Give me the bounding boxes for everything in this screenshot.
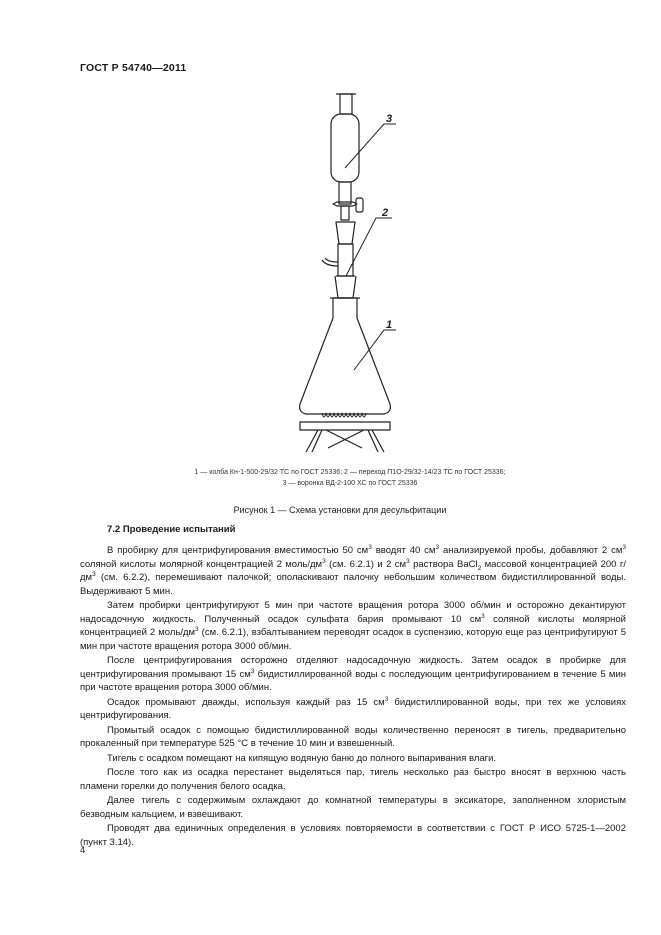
section-title: 7.2 Проведение испытаний	[107, 524, 236, 535]
paragraph-4: Осадок промывают дважды, используя каждый раз 15 $см^3$ бидистиллированной воды, при тех же условиях центрифугирования.	[80, 695, 626, 721]
callout-3: 3	[386, 113, 393, 125]
paragraph-8: Далее тигель с содержимым охлаждают до комнатной температуры в эксикаторе, заполненном хлористым безводным кальцием, и взвешивают.	[80, 795, 626, 820]
paragraph-6: Тигель с осадком помещают на кипящую водяную баню до полного выпаривания влаги.	[107, 752, 497, 764]
page-number: 4	[80, 845, 86, 856]
flask-stand	[300, 422, 390, 452]
callout-2: 2	[382, 207, 389, 219]
dropping-funnel	[331, 94, 363, 220]
paragraph-7: После того как из осадка перестанет выделяться пар, тигель несколько раз быстро вносят в верхнюю часть пламени горелки до получения белого осадка.	[80, 767, 626, 792]
body-text	[80, 544, 626, 849]
adapter-transition	[322, 222, 356, 298]
figure-legend-line-2: 3 — воронка ВД-2-100 ХС по ГОСТ 25336	[282, 480, 418, 487]
paragraph-2: Затем пробирки центрифугируют 5 мин при частоте вращения ротора 3000 об/мин и осторожно декантируют надосадочную жидкость. Полученный осадок сульфата бария промывают 10 $см^3$ соляной кислоты молярной концентрацией 2 моль/$дм^3$ (см. 6.2.1), взбалтыванием переводят осадок в суспензию, которую еще раз центрифугируют 5 мин при частоте вращения ротора 3000 об/мин.	[80, 600, 626, 652]
conical-flask	[300, 298, 391, 414]
paragraph-9: Проводят два единичных определения в условиях повторяемости в соответствии с ГОСТ Р ИСО 5725-1—2002 (пункт 3.14).	[80, 823, 626, 848]
callout-1: 1	[386, 319, 393, 331]
paragraph-5: Промытый осадок с помощью бидистиллированной воды количественно переносят в тигель, предварительно прокаленный при температуре 525 °С в течение 10 мин и взвешенный.	[80, 724, 626, 749]
document-header: ГОСТ Р 54740—2011	[80, 62, 187, 74]
paragraph-1: В пробирку для центрифугирования вместимостью 50 $см^3$ вводят 40 $см^3$ анализируемой пробы, добавляют 2 $см^3$ соляной кислоты молярной концентрацией 2 моль/$дм^3$ (см. 6.2.1) и 2 $см^3$ раствора BaCl$_2$ массовой концентрацией 200 $г/дм^3$ (см. 6.2.2), перемешивают палочкой; ополаскивают палочку небольшим количеством бидистиллированной воды. Выдерживают 5 мин.	[80, 543, 626, 597]
figure-caption: Рисунок 1 — Схема установки для десульфитации	[233, 505, 447, 515]
paragraph-3: После центрифугирования осторожно отделяют надосадочную жидкость. Затем осадок в пробирке для центрифугирования промывают 15 $см^3$ бидистиллированной воды с последующим центрифугированием в течение 5 мин при частоте вращения ротора 3000 об/мин.	[80, 655, 627, 693]
figure-legend-line-1: 1 — колба Кн-1-500-29/32 ТС по ГОСТ 25336; 2 — переход П1О-29/32-14/23 ТС по ГОСТ 25336;	[194, 469, 506, 476]
